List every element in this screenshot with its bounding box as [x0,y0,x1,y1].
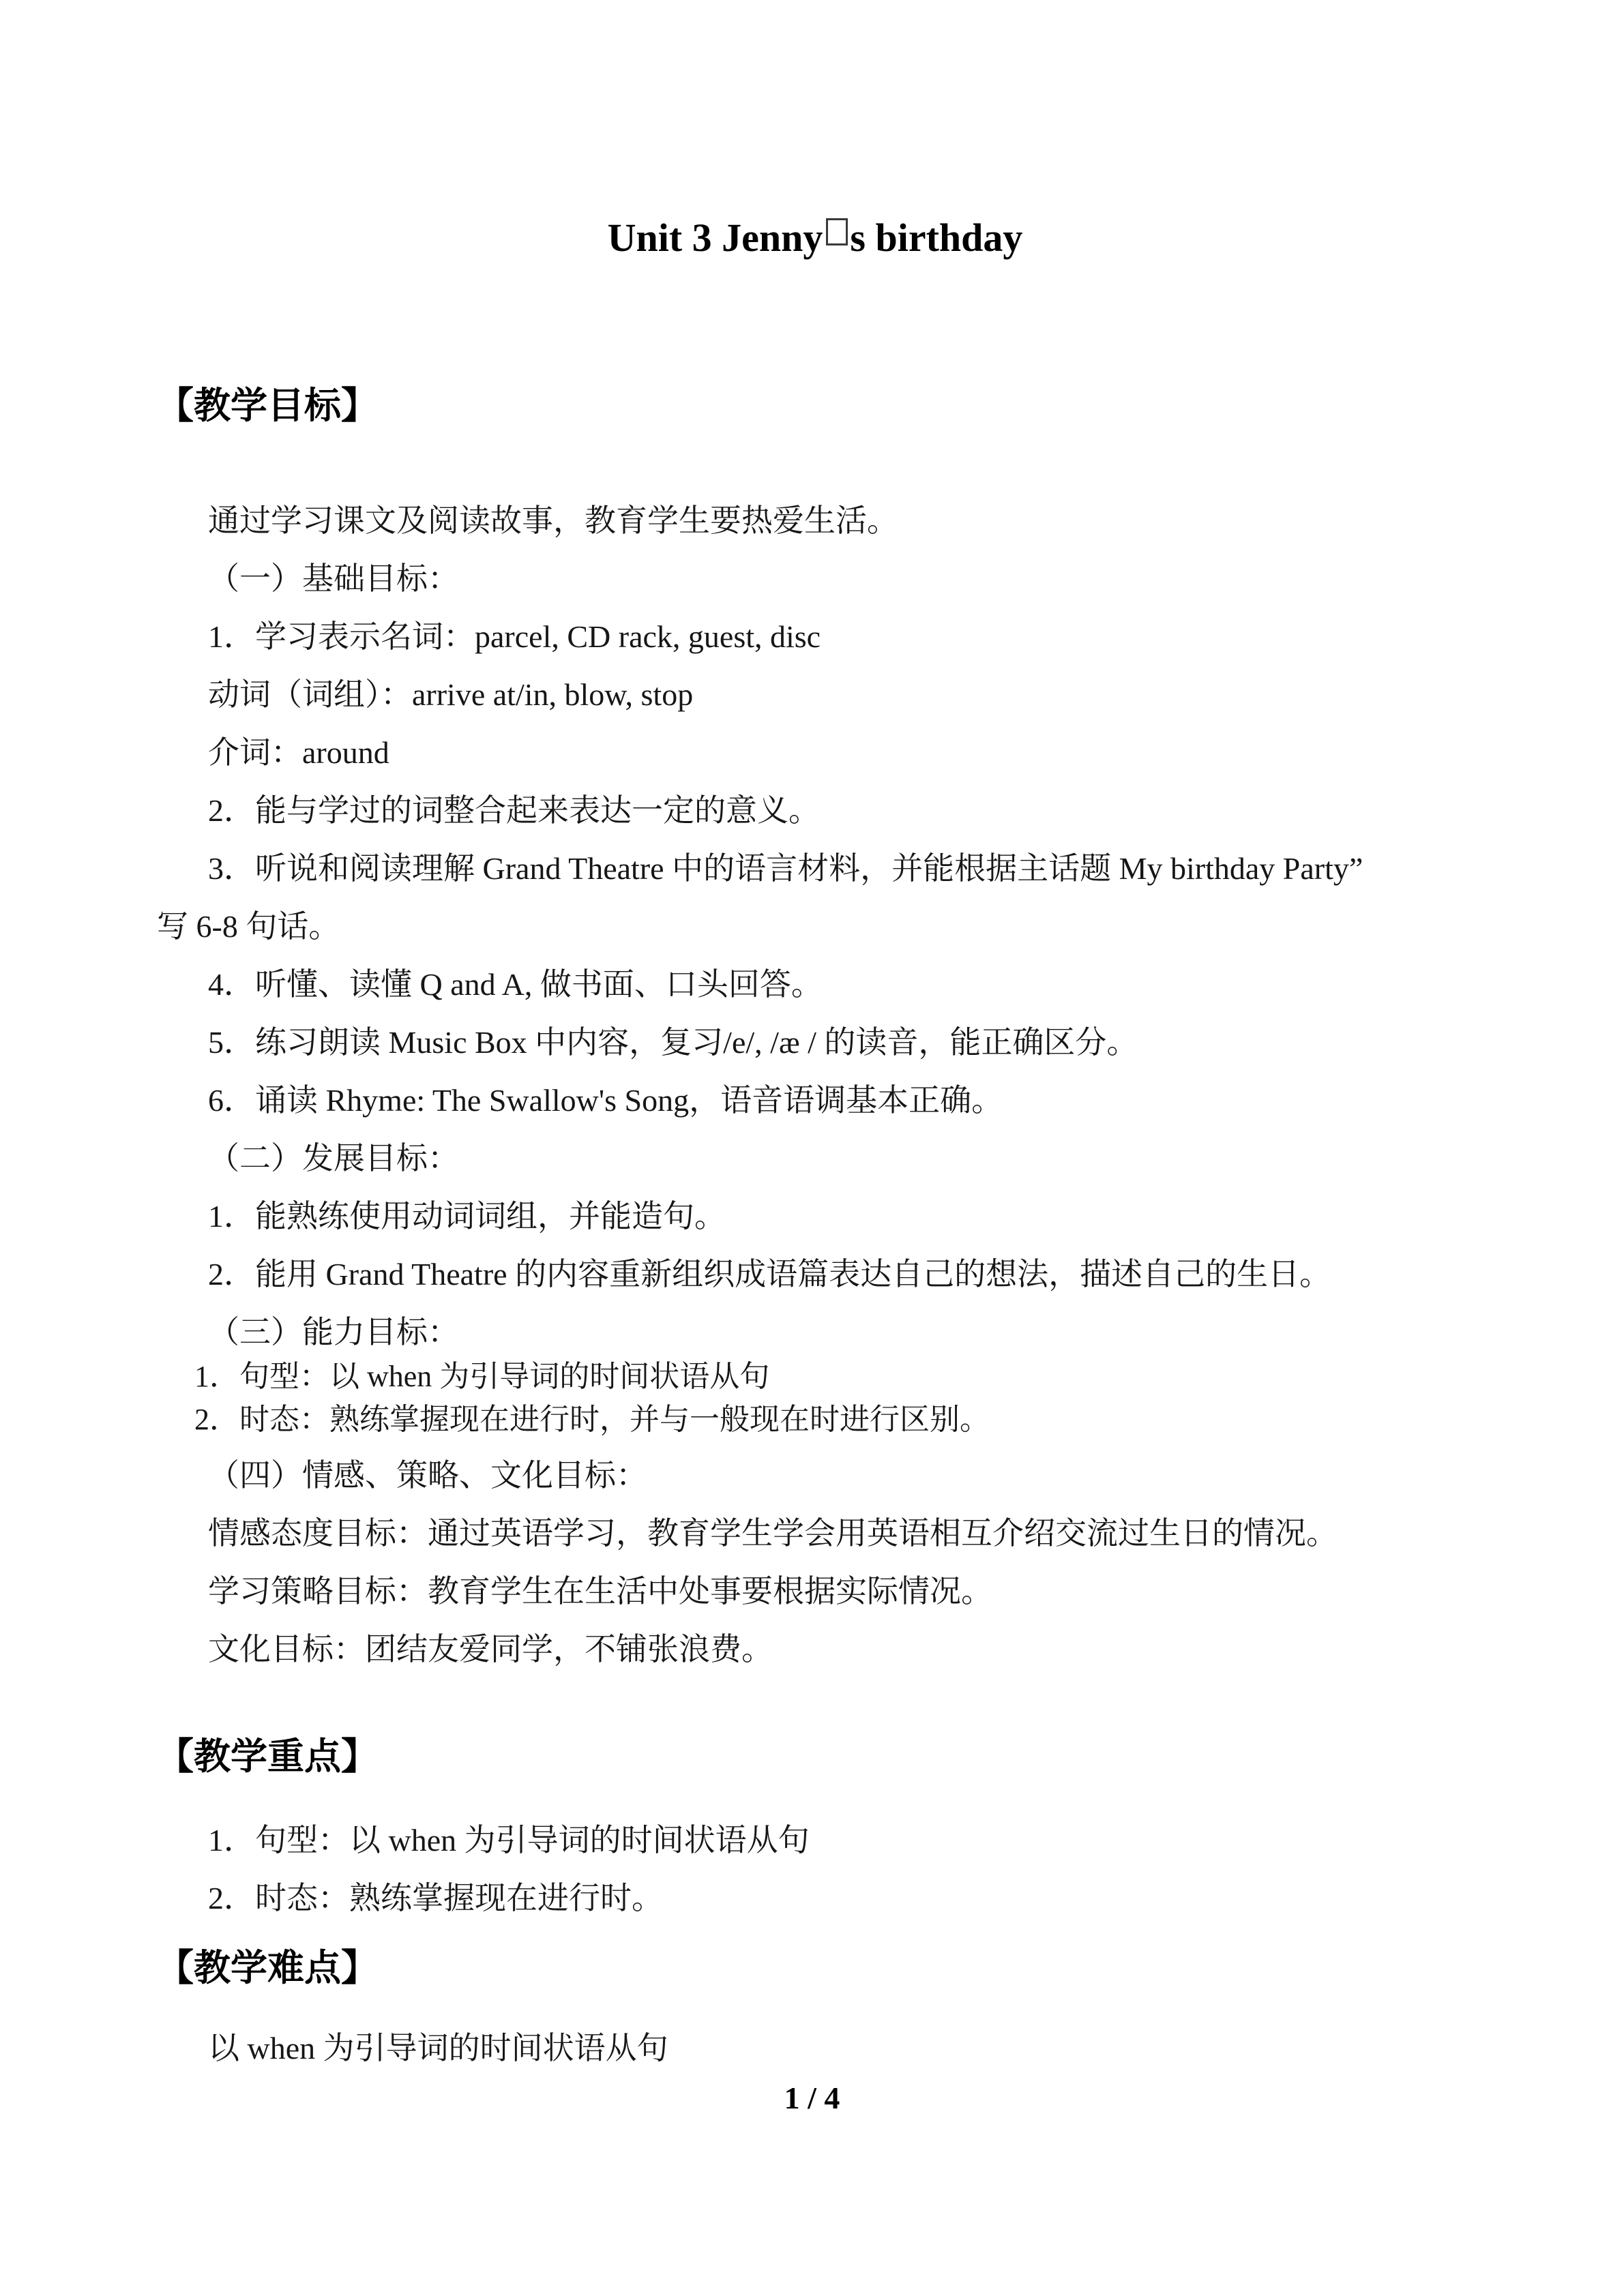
section-heading-difficulties: 【教学难点】 [157,1948,378,1988]
text-line: 1．句型：以 when 为引导词的时间状语从句 [194,1360,770,1393]
text-line: 写 6-8 句话。 [157,909,340,944]
text-line: （一）基础目标： [208,561,459,596]
document-title [157,215,1473,260]
text-line: 2．能用 Grand Theatre 的内容重新组织成语篇表达自己的想法，描述自己的生日。 [208,1257,1331,1292]
title-text-before: Unit 3 Jenny [607,215,823,260]
text-line: 以 when 为引导词的时间状语从句 [208,2031,668,2066]
text-line: 通过学习课文及阅读故事，教育学生要热爱生活。 [208,503,898,538]
text-line: 动词（词组）：arrive at/in, blow, stop [208,677,694,712]
text-line: （四）情感、策略、文化目标： [208,1458,647,1493]
title-text-after: s birthday [850,215,1023,260]
section-heading-key-points: 【教学重点】 [157,1736,378,1777]
text-line: 3．听说和阅读理解 Grand Theatre 中的语言材料，并能根据主话题 My birthday Party” [208,851,1363,886]
text-line: 学习策略目标：教育学生在生活中处事要根据实际情况。 [208,1574,992,1609]
text-line: 1．句型：以 when 为引导词的时间状语从句 [208,1823,810,1858]
text-line: （三）能力目标： [208,1315,459,1350]
text-line: 2．时态：熟练掌握现在进行时。 [208,1881,663,1915]
text-line: 介词：around [208,735,389,770]
missing-glyph-box [826,218,848,245]
text-line: （二）发展目标： [208,1141,459,1176]
text-line: 1．学习表示名词：parcel, CD rack, guest, disc [208,619,821,654]
text-line: 5．练习朗读 Music Box 中内容，复习/e/, /æ / 的读音，能正确区分。 [208,1025,1138,1060]
text-line: 情感态度目标：通过英语学习，教育学生学会用英语相互介绍交流过生日的情况。 [208,1516,1338,1551]
text-line: 4．听懂、读懂 Q and A, 做书面、口头回答。 [208,967,823,1002]
text-line: 2．时态：熟练掌握现在进行时，并与一般现在时进行区别。 [194,1403,990,1436]
page-number: 1 / 4 [784,2081,840,2115]
text-line: 2．能与学过的词整合起来表达一定的意义。 [208,793,820,828]
text-line: 1．能熟练使用动词词组，并能造句。 [208,1199,726,1234]
text-line: 文化目标：团结友爱同学，不铺张浪费。 [208,1632,773,1667]
section-heading-objectives: 【教学目标】 [157,385,378,426]
text-line: 6．诵读 Rhyme: The Swallow's Song，语音语调基本正确。 [208,1083,1003,1118]
